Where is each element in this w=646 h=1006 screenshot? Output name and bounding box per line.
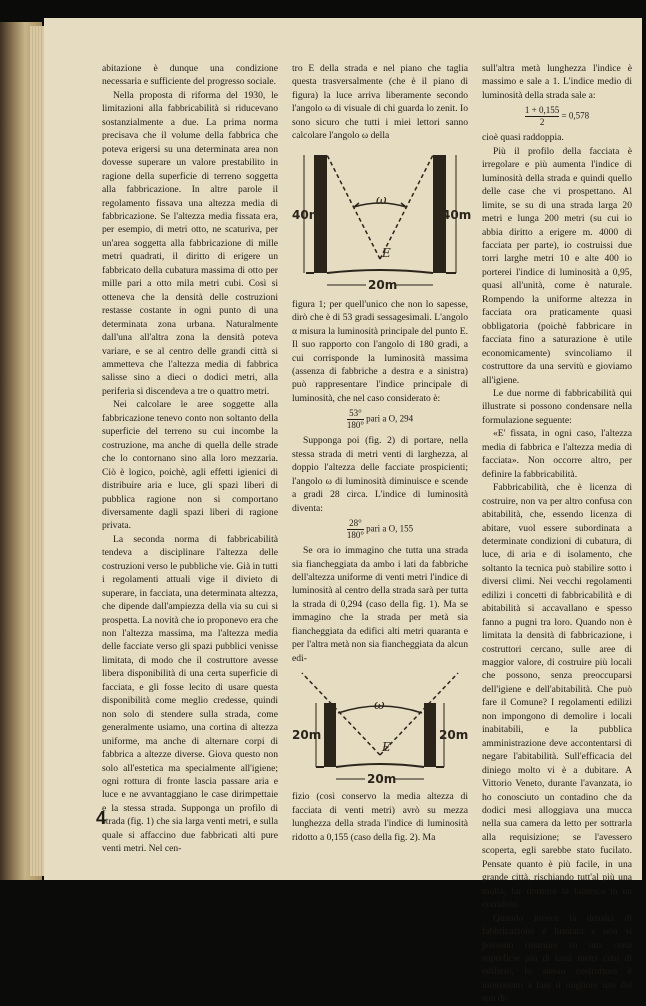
sight-line-right [380,673,458,755]
paragraph: Fabbricabilità, che è licenza di costruire, non va per altro confusa con abitabilità, che, essendo licenza di abitare, vuol essere subordinata a determinate condizioni di cubatura, di luce, di aria e di isolamento, che soltanto la tecnica può stabilire sotto i diversi climi. Nei vecchi regolamenti edilizi i concetti di fabbricabilità e di abitabilità si accavallano e spesso fanno a pugni tra loro. Quando non è limitata la densità di fabbricazione, i costruttori cercano, sulle aree di maggior valore, di costruire più locali che possono, senza preoccuparsi dell'igiene e dell'abitabilità. Che può fare il Comune? I regolamenti edilizi non impongono di demolire i locali inabitabili, e la pubblica amministrazione deve accontentarsi di negare l'abitabilità. Sull'efficacia del diniego molto vi è a dubitare. A Vittorio Veneto, durante l'avanzata, io ho conosciuto un contadino che da dodici mesi alloggiava una mucca nella sua camera da letto per sottrarla alla requisizione; se l'avessero scoperta, egli sarebbe stato fucilato. Pensate quanto è più facile, in una grande città, rischiando tutt'al più una multa, far dormire la fantesca in un corridoio. [482,482,632,911]
fraction-numerator: 1 + 0,155 [524,105,560,116]
paragraph: tro E della strada e nel piano che taglia questa trasversalmente (che è il piano di figura) la luce arriva liberamente secondo l'angolo ω di visuale di chi guarda lo zenit. Io sono sicuro che tutti i miei lettori sanno calcolare l'angolo ω della [292,63,468,142]
sight-line-left [302,673,380,755]
fraction-result: pari a O, 294 [366,413,414,424]
page-number: 4 [96,808,107,828]
figure-1-diagram [292,147,472,295]
fraction-3 [482,105,632,128]
fraction-result: pari a O, 155 [366,523,414,534]
fraction-numerator: 53° [349,408,362,419]
text-column-2 [292,62,472,844]
fraction-2 [292,518,468,541]
paragraph: Supponga poi (fig. 2) di portare, nella stessa strada di metri venti di larghezza, al doppio l'altezza delle facciate prospicienti; l'angolo ω di luminosità diminuisce e scende a gradi 28 circa. L'indice di luminosità diventa: [292,435,468,514]
point-label: E [382,245,391,260]
paragraph: Le due norme di fabbricabilità qui illustrate si possono condensare nella formulazione seguente: [482,387,632,426]
text-column-3 [482,62,632,1006]
sight-line-right [380,155,433,259]
paragraph: Nei calcolare le aree soggette alla fabbricazione tenevo conto non soltanto della superficie del terreno su cui incombe la costruzione, ma anche di quella delle strade che lo contornano sino alla loro mezzaria. Ciò è logico, poichè, agli effetti igienici di distribuire aria e luce, gli spazi liberi di pubblica ragione non si comportano diversamente dagli spazi liberi di ragione privata. [102,399,278,532]
figure-1 [292,147,472,295]
fraction-denominator: 180° [346,420,364,431]
paragraph: «E' fissata, in ogni caso, l'altezza media di fabbrica e l'altezza media di facciata». Non occorre altro, per definire la fabbricabilità. [482,428,632,480]
height-right-label: 40m [442,207,472,222]
height-left-label: 20m [292,728,322,743]
paragraph: sull'altra metà lunghezza l'indice è massimo e sale a 1. L'indice medio di luminosità della strada sale a: [482,63,632,101]
paragraph: Se ora io immagino che tutta una strada sia fiancheggiata da ambo i lati da fabbriche dell'altezza uniforme di venti metri l'indice di luminosità al centro della strada sarà per tutta la strada di 0,294 (caso della fig. 1). Ma se immagino che la strada per metà sia fiancheggiata da edifici alti metri quaranta e per l'altra metà non sia fiancheggiata da alcun edi- [292,545,468,664]
fraction-numerator: 28° [349,518,362,529]
building-left [324,703,336,767]
height-left-label: 40m [292,207,322,222]
sight-line-left [327,155,380,259]
figure-2 [292,669,468,787]
building-right [424,703,436,767]
point-label: E [382,740,391,755]
text-column-1 [102,62,278,856]
width-label: 20m [367,772,397,787]
fraction-denominator: 2 [525,116,559,128]
paragraph: La seconda norma di fabbricabilità tendeva a disciplinare l'altezza delle costruzioni verso le pubbliche vie. Già in tutti i regolamenti attuali vige il divieto di superare, in facciata, una determinata altezza, che dipende dall'ampiezza della via su cui si prospetta. La novità che io proponevo era che non l'altezza massima, ma l'altezza media delle facciate verso gli spazi pubblici venisse limitata, di modo che il costruttore avesse libera disponibilità di una certa superficie di facciata, e gli fosse lecito di usare questa disponibilità come meglio credesse, quindi non solo di stendere sulla strada, come generalmente usiamo, una cortina di altezza uniforme, ma anche di alternare corpi di fabbrica a altezze diverse. Giova questo non solo all'estetica ma specialmente all'igiene; ogni rottura di fronte lascia passare aria e luce e ne avvantaggiano le case dirimpettaie e la stessa strada. Supponga un profilo di strada (fig. 1) che sia larga venti metri, e sulla quale si affaccino due fabbricati alti pure venti metri. Nel cen- [102,533,278,855]
height-right-label: 20m [439,728,469,743]
paragraph: Quando invece la densità di fabbricazione è limitata e non si possono costruire su una certa superficie più di tanti metri cubi di edificio, lo stesso costruttore è interessato a fare il migliore uso del suo di- [482,912,632,1005]
paragraph: Nella proposta di riforma del 1930, le limitazioni alla fabbricabilità si riducevano sostanzialmente a due. La prima norma precisava che il volume della fabbrica che poteva erigersi su una determinata area non dovesse superare un valore prestabilito in ragione della superficie di terreno soggetta alla fabbricazione. In altre parole il regolamento fissava una altezza media di fabbricazione. Se l'altezza media fissata era, per esempio, di metri otto, ne scaturiva, per un'area soggetta alla fabbricazione di mille metri quadrati, il diritto di erigere un fabbricato della cubatura massima di otto per mille pari a otto mila metri cubi. Così si otteneva che la densità delle costruzioni restasse costante in ogni punto di una determinata zona urbana. Naturalmente dall'una all'altra zona la densità poteva variare, e se al centro delle grandi città si ammetteva che l'altezza media di fabbrica salisse sino a dieci o dodici metri, alla periferia si discendeva a tre o quattro metri. [102,89,278,397]
paragraph: fizio (così conservo la media altezza di facciata di venti metri) avrò su mezza lunghezza della strada l'indice di luminosità ridotto a 0,155 (caso della fig. 2). Ma [292,791,468,843]
fraction-1 [292,408,468,431]
paragraph: Più il profilo della facciata è irregolare e più aumenta l'indice di luminosità della strada e quindi quello delle case che vi prospettano. Al limite, se su di una strada larga 20 metri e lunga 200 metri (su cui io abbia diritto a erigere m. 4000 di facciata per parte), io costruissi due torri larghe metri 10 e alte 400 io porterei l'indice di luminosità a 0,95, quasi all'unità, come è naturale. Rompendo la uniforme altezza in facciata ora praticamente quasi obbligatoria (poichè fabbricare in facciata fino a saturazione è utile economicamente) svincoliamo il costruttore da una servitù e gioviamo all'igiene. [482,145,632,386]
fraction-denominator: 180° [346,530,364,541]
paragraph: figura 1; per quell'unico che non lo sapesse, dirò che è di 53 gradi sessagesimali. L'angolo α misura la luminosità principale del punto E. Il suo rapporto con l'angolo di 180 gradi, a cui corrisponde la luminosità massima (assenza di fabbriche a destra e a sinistra) può rappresentare l'indice principale di luminosità, che nel caso considerato è: [292,298,468,404]
angle-label: ω [374,698,385,714]
paragraph: cioè quasi raddoppia. [482,132,564,144]
book-page [44,18,642,1005]
figure-2-diagram [292,669,468,787]
paragraph: abitazione è dunque una condizione necessaria e sufficiente del progresso sociale. [102,63,278,88]
angle-label: ω [376,192,387,208]
fraction-result: = 0,578 [561,110,590,121]
width-label: 20m [368,277,398,292]
